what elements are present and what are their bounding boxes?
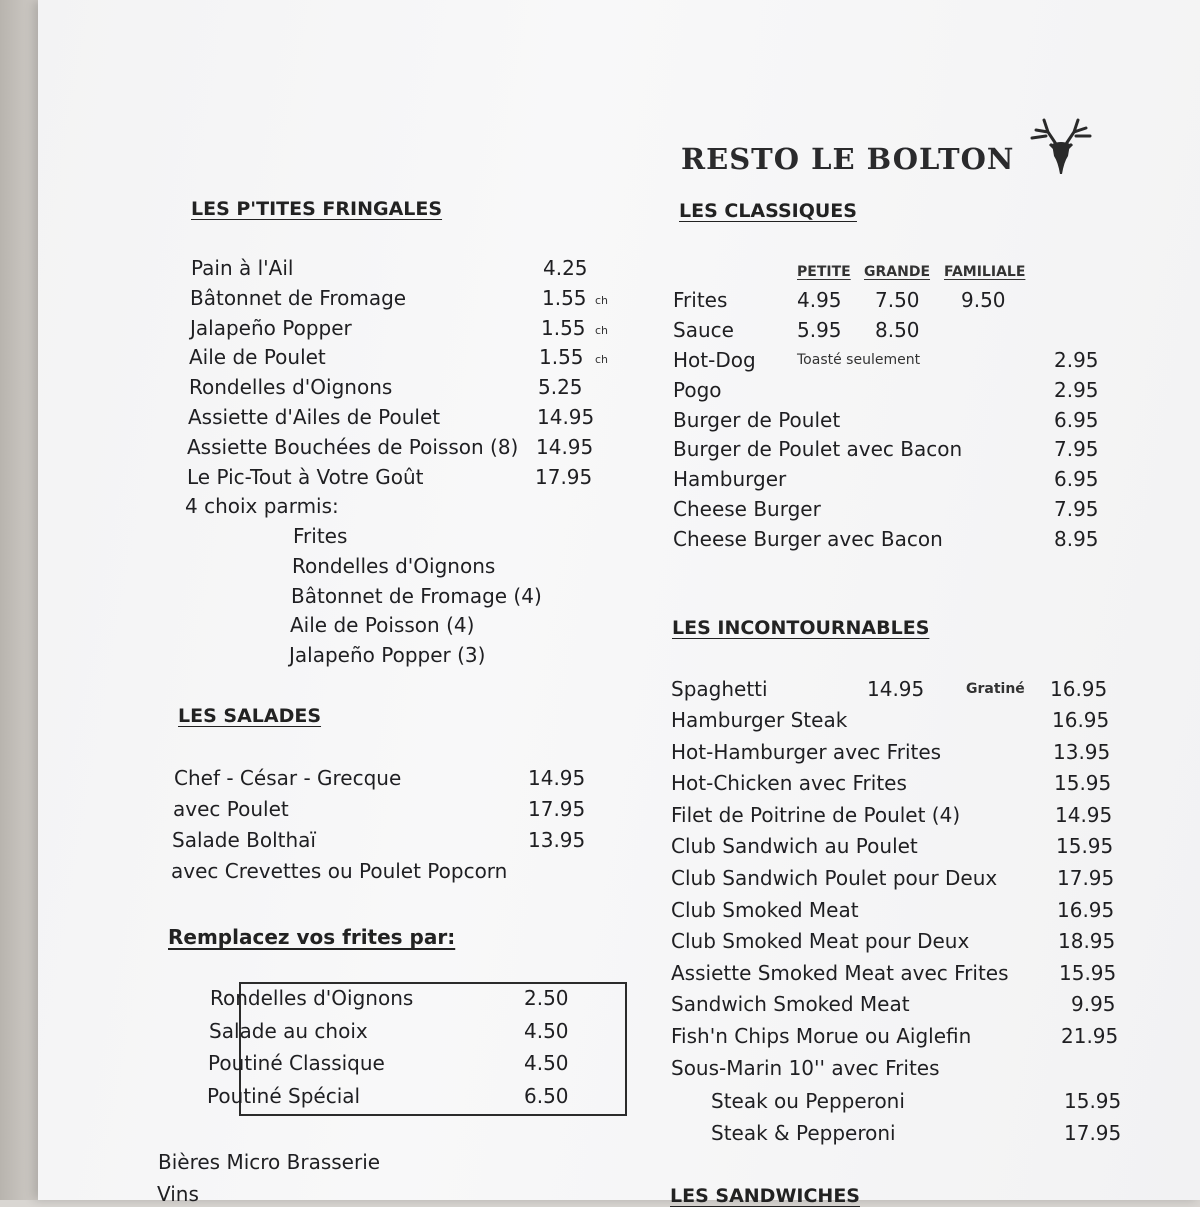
menu-item-price: 15.95	[1064, 1089, 1122, 1113]
menu-item-name: Steak & Pepperoni	[711, 1121, 896, 1145]
menu-item-name: Club Sandwich Poulet pour Deux	[671, 866, 998, 890]
menu-item-name: Fish'n Chips Morue ou Aiglefin	[671, 1024, 972, 1048]
menu-item-price: 14.95	[528, 766, 586, 790]
size-price: 9.50	[961, 288, 1006, 312]
menu-item-price: 18.95	[1058, 929, 1116, 954]
gratine-label: Gratiné	[966, 681, 1025, 697]
menu-item-price: 21.95	[1061, 1024, 1119, 1048]
menu-item-price: 2.95	[1054, 348, 1099, 372]
section-title-remplacez: Remplacez vos frites par:	[168, 925, 456, 949]
footer-line: Vins	[157, 1182, 199, 1206]
menu-item-price: 2.95	[1054, 377, 1099, 402]
menu-item-name: Rondelles d'Oignons	[210, 986, 414, 1010]
menu-item-name: Hot-Hamburger avec Frites	[671, 739, 942, 764]
menu-item-price: 9.95	[1071, 992, 1116, 1017]
menu-item-name: Assiette Bouchées de Poisson (8)	[187, 434, 519, 459]
menu-item-name: Pain à l'Ail	[191, 256, 294, 280]
size-header-grande: GRANDE	[864, 264, 931, 280]
menu-item-price: 8.95	[1054, 526, 1099, 551]
section-title-salades: LES SALADES	[178, 705, 322, 727]
menu-item-price: 7.95	[1054, 497, 1099, 521]
menu-item-name: Salade Bolthaï	[172, 828, 316, 852]
menu-item-name: Poutiné Spécial	[207, 1083, 361, 1108]
size-price: 5.95	[797, 318, 842, 342]
menu-item-price: 17.95	[1057, 866, 1115, 890]
menu-item-price: 5.25	[538, 375, 583, 400]
menu-item-name: Chef - César - Grecque	[174, 766, 402, 790]
menu-item-name: Burger de Poulet avec Bacon	[673, 437, 963, 462]
size-price: 8.50	[875, 318, 920, 342]
menu-item-price: 17.95	[1064, 1121, 1122, 1145]
menu-item-name: Poutiné Classique	[208, 1051, 385, 1075]
menu-item-name: Spaghetti	[671, 677, 768, 701]
menu-item-price: 16.95	[1057, 897, 1115, 922]
menu-item-price: 13.95	[528, 828, 586, 852]
menu-item-price: 13.95	[1053, 739, 1111, 764]
unit-label: ch	[595, 323, 609, 337]
menu-item-price: 4.50	[524, 1051, 569, 1075]
choice-item: Frites	[293, 524, 348, 548]
footer-line: Bières Micro Brasserie	[158, 1150, 381, 1174]
menu-item-price: 1.55	[542, 285, 587, 310]
menu-item-name: Pogo	[673, 377, 722, 402]
menu-item-price: 15.95	[1054, 771, 1112, 796]
menu-item-price: 16.95	[1052, 708, 1110, 732]
menu-item-price: 15.95	[1059, 960, 1117, 985]
section-title-fringales: LES P'TITES FRINGALES	[191, 198, 443, 220]
choices-label: 4 choix parmis:	[185, 494, 339, 518]
menu-item-name: Sauce	[673, 318, 734, 342]
menu-item-name: Steak ou Pepperoni	[711, 1089, 905, 1113]
menu-item-name: avec Crevettes ou Poulet Popcorn	[171, 859, 508, 883]
menu-item-price: 6.50	[524, 1083, 569, 1108]
menu-page	[38, 0, 1200, 1207]
menu-item-name: Club Smoked Meat	[671, 897, 859, 922]
unit-label: ch	[595, 293, 609, 307]
menu-item-name: Sandwich Smoked Meat	[671, 992, 910, 1017]
menu-item-price: 4.25	[543, 256, 588, 280]
menu-item-name: Rondelles d'Oignons	[189, 375, 393, 400]
menu-item-name: Hot-Dog	[673, 348, 756, 372]
menu-item-price: 1.55	[539, 345, 584, 370]
menu-item-name: Cheese Burger avec Bacon	[673, 526, 943, 551]
menu-item-price: 14.95	[537, 405, 595, 429]
menu-item-name: Assiette Smoked Meat avec Frites	[671, 960, 1009, 985]
choice-item: Bâtonnet de Fromage (4)	[291, 583, 542, 608]
section-title-classiques: LES CLASSIQUES	[679, 200, 857, 222]
menu-item-price: 17.95	[528, 797, 586, 821]
menu-item-price: 17.95	[535, 464, 593, 489]
menu-item-name: Cheese Burger	[673, 497, 821, 521]
size-price: 4.95	[797, 288, 842, 312]
menu-item-name: Aile de Poulet	[189, 345, 326, 370]
menu-item-name: Club Smoked Meat pour Deux	[671, 929, 970, 954]
gratine-price: 16.95	[1050, 677, 1108, 701]
restaurant-title: RESTO LE BOLTON	[681, 142, 1015, 176]
menu-item-name: Le Pic-Tout à Votre Goût	[187, 464, 424, 489]
menu-item-price: 2.50	[524, 986, 569, 1010]
menu-item-name: Hot-Chicken avec Frites	[671, 771, 907, 796]
choice-item: Rondelles d'Oignons	[292, 553, 496, 578]
menu-item-price: 6.95	[1054, 407, 1099, 432]
menu-item-price: 14.95	[536, 434, 594, 459]
size-price: 7.50	[875, 288, 920, 312]
menu-item-price: 14.95	[867, 677, 925, 701]
menu-item-name: Salade au choix	[209, 1018, 368, 1043]
menu-item-name: Filet de Poitrine de Poulet (4)	[671, 802, 961, 827]
choice-item: Jalapeño Popper (3)	[289, 643, 486, 668]
menu-item-name: Hamburger Steak	[671, 708, 848, 732]
menu-item-price: 6.95	[1054, 467, 1099, 492]
section-title-sandwiches: LES SANDWICHES	[670, 1185, 860, 1207]
size-header-familiale: FAMILIALE	[944, 264, 1026, 280]
menu-item-price: 4.50	[524, 1018, 569, 1043]
menu-item-price: 15.95	[1056, 834, 1114, 859]
menu-item-name: Sous-Marin 10'' avec Frites	[671, 1055, 940, 1080]
menu-item-name: avec Poulet	[173, 797, 289, 821]
menu-item-name: Assiette d'Ailes de Poulet	[188, 405, 441, 429]
menu-item-name: Burger de Poulet	[673, 407, 841, 432]
item-note: Toasté seulement	[797, 352, 921, 368]
choice-item: Aile de Poisson (4)	[290, 613, 475, 638]
menu-item-price: 1.55	[541, 315, 586, 340]
menu-item-price: 7.95	[1054, 437, 1099, 462]
menu-item-name: Hamburger	[673, 467, 787, 492]
menu-item-name: Frites	[673, 288, 728, 312]
unit-label: ch	[595, 353, 609, 367]
menu-item-price: 14.95	[1055, 802, 1113, 827]
stag-head-icon	[1026, 114, 1096, 178]
menu-item-name: Jalapeño Popper	[190, 315, 352, 340]
section-title-incontournables: LES INCONTOURNABLES	[672, 617, 930, 639]
menu-item-name: Club Sandwich au Poulet	[671, 834, 918, 859]
menu-item-name: Bâtonnet de Fromage	[190, 285, 407, 310]
size-header-petite: PETITE	[797, 264, 851, 280]
